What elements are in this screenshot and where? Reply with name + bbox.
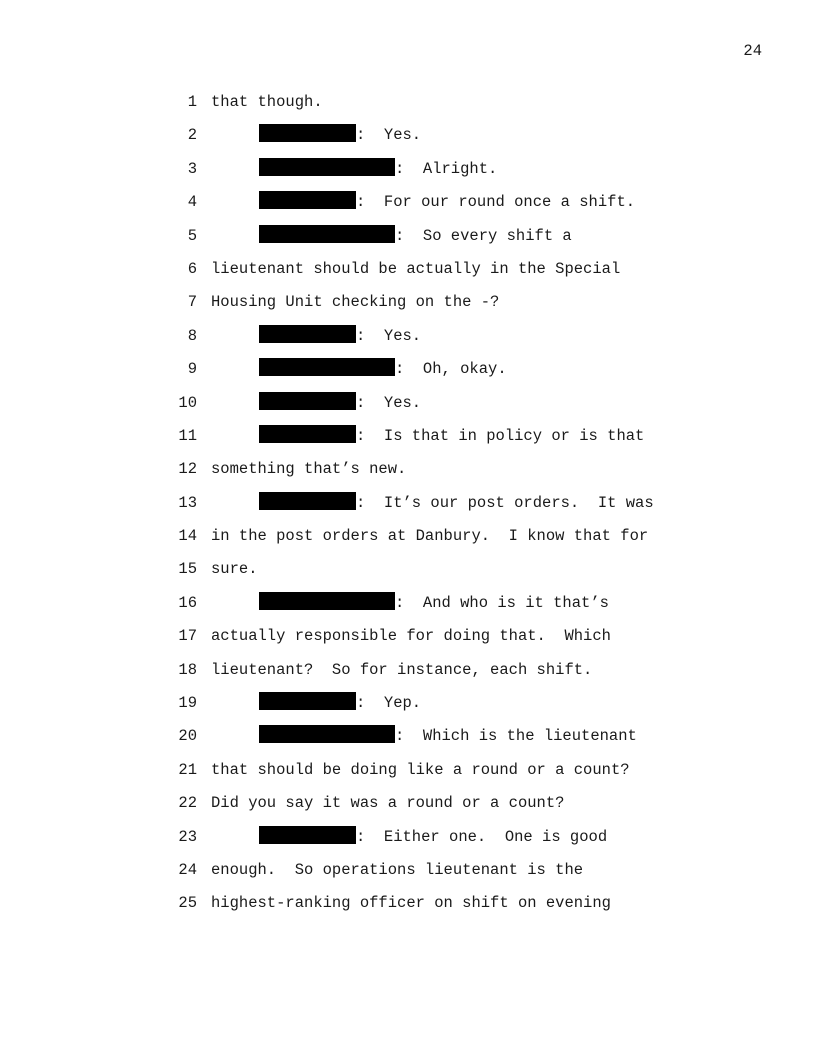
transcript-line xyxy=(0,553,816,586)
line-number: 7 xyxy=(187,293,197,312)
transcript-line xyxy=(0,320,816,353)
line-text: lieutenant? So for instance, each shift. xyxy=(211,660,593,679)
line-content xyxy=(211,453,406,486)
transcript-line xyxy=(0,220,816,253)
line-number: 19 xyxy=(178,694,197,713)
transcript-line xyxy=(0,587,816,620)
transcript-line xyxy=(0,620,816,653)
line-number: 18 xyxy=(178,660,197,679)
transcript-line xyxy=(0,119,816,152)
transcript-line xyxy=(0,387,816,420)
line-text: : Oh, okay. xyxy=(395,360,507,379)
line-text: : For our round once a shift. xyxy=(356,193,636,212)
line-text: Did you say it was a round or a count? xyxy=(211,794,565,813)
line-number: 22 xyxy=(178,794,197,813)
line-number: 17 xyxy=(178,627,197,646)
line-text: actually responsible for doing that. Which xyxy=(211,627,611,646)
line-text: Housing Unit checking on the -? xyxy=(211,293,500,312)
redacted-speaker-name xyxy=(259,358,395,376)
line-content xyxy=(259,487,654,520)
line-number: 12 xyxy=(178,460,197,479)
line-content xyxy=(259,220,572,253)
line-text: : Is that in policy or is that xyxy=(356,426,645,445)
line-text: sure. xyxy=(211,560,258,579)
line-text: : Yes. xyxy=(356,393,422,412)
line-number: 9 xyxy=(187,360,197,379)
line-number: 10 xyxy=(178,393,197,412)
redacted-speaker-name xyxy=(259,191,356,209)
transcript-body xyxy=(0,86,816,921)
redacted-speaker-name xyxy=(259,158,395,176)
line-text: lieutenant should be actually in the Special xyxy=(211,259,621,278)
redacted-speaker-name xyxy=(259,425,356,443)
line-text: : Which is the lieutenant xyxy=(395,727,637,746)
line-number: 21 xyxy=(178,760,197,779)
line-number: 8 xyxy=(187,326,197,345)
line-number: 24 xyxy=(178,860,197,879)
line-content xyxy=(211,86,323,119)
transcript-line xyxy=(0,420,816,453)
line-text: that though. xyxy=(211,93,323,111)
line-text: : Yep. xyxy=(356,694,422,713)
line-content xyxy=(259,119,421,152)
redacted-speaker-name xyxy=(259,692,356,710)
transcript-line xyxy=(0,654,816,687)
line-text: : It’s our post orders. It was xyxy=(356,493,654,512)
line-content xyxy=(259,387,421,420)
line-content xyxy=(211,520,648,553)
transcript-line xyxy=(0,687,816,720)
line-content xyxy=(259,720,637,753)
redacted-speaker-name xyxy=(259,826,356,844)
redacted-speaker-name xyxy=(259,725,395,743)
line-content xyxy=(259,186,635,219)
line-number: 15 xyxy=(178,560,197,579)
line-content xyxy=(211,620,611,653)
transcript-line xyxy=(0,787,816,820)
line-text: : Alright. xyxy=(395,159,498,178)
line-number: 1 xyxy=(187,93,197,111)
line-content xyxy=(259,153,497,186)
line-text: enough. So operations lieutenant is the xyxy=(211,860,584,879)
transcript-line xyxy=(0,153,816,186)
line-number: 5 xyxy=(187,226,197,245)
redacted-speaker-name xyxy=(259,392,356,410)
line-content xyxy=(211,887,611,920)
line-number: 16 xyxy=(178,593,197,612)
line-content xyxy=(259,420,644,453)
line-number: 6 xyxy=(187,259,197,278)
line-text: : So every shift a xyxy=(395,226,572,245)
line-content xyxy=(211,654,592,687)
transcript-line xyxy=(0,821,816,854)
line-number: 14 xyxy=(178,527,197,546)
transcript-line xyxy=(0,353,816,386)
line-content xyxy=(211,754,630,787)
transcript-line xyxy=(0,186,816,219)
line-number: 25 xyxy=(178,894,197,913)
transcript-line xyxy=(0,720,816,753)
line-number: 20 xyxy=(178,727,197,746)
line-content xyxy=(259,320,421,353)
line-content xyxy=(211,253,620,286)
page-number: 24 xyxy=(743,42,762,60)
line-content xyxy=(259,821,607,854)
redacted-speaker-name xyxy=(259,325,356,343)
transcript-line xyxy=(0,253,816,286)
redacted-speaker-name xyxy=(259,225,395,243)
line-content xyxy=(211,553,258,586)
line-content xyxy=(211,854,583,887)
line-text: : Yes. xyxy=(356,126,422,145)
transcript-line xyxy=(0,854,816,887)
transcript-line xyxy=(0,453,816,486)
transcript-line xyxy=(0,520,816,553)
line-text: : Either one. One is good xyxy=(356,827,608,846)
line-number: 3 xyxy=(187,159,197,178)
line-content xyxy=(211,787,564,820)
redacted-speaker-name xyxy=(259,492,356,510)
line-text: : Yes. xyxy=(356,326,422,345)
line-text: something that’s new. xyxy=(211,460,407,479)
line-number: 23 xyxy=(178,827,197,846)
transcript-line xyxy=(0,754,816,787)
line-text: : And who is it that’s xyxy=(395,593,609,612)
transcript-line xyxy=(0,887,816,920)
line-text: in the post orders at Danbury. I know that for xyxy=(211,527,649,546)
line-content xyxy=(259,587,609,620)
transcript-line xyxy=(0,487,816,520)
line-text: that should be doing like a round or a count? xyxy=(211,760,630,779)
redacted-speaker-name xyxy=(259,124,356,142)
transcript-line xyxy=(0,286,816,319)
line-number: 2 xyxy=(187,126,197,145)
line-text: highest-ranking officer on shift on evening xyxy=(211,894,611,913)
line-number: 11 xyxy=(178,426,197,445)
redacted-speaker-name xyxy=(259,592,395,610)
line-number: 13 xyxy=(178,493,197,512)
transcript-line xyxy=(0,86,816,119)
line-number: 4 xyxy=(187,193,197,212)
line-content xyxy=(259,353,507,386)
line-content xyxy=(259,687,421,720)
line-content xyxy=(211,286,499,319)
